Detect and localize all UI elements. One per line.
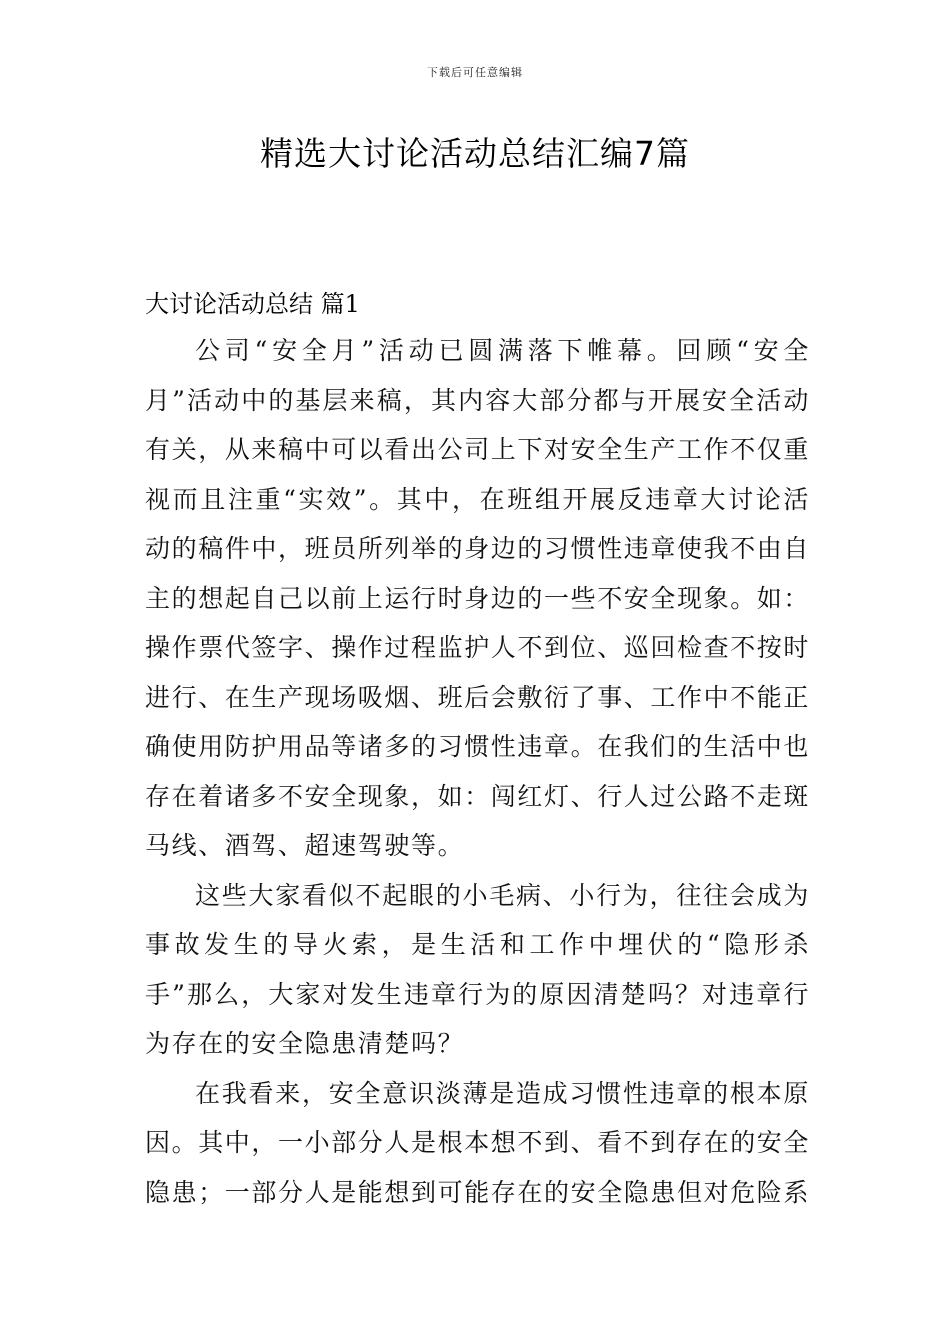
document-body xyxy=(145,326,810,1217)
section-heading: 大讨论活动总结 篇1 xyxy=(145,290,360,318)
paragraph-1: 公司“安全月”活动已圆满落下帷幕。回顾“安全月”活动中的基层来稿，其内容大部分都与开展安全活动有关，从来稿中可以看出公司上下对安全生产工作不仅重视而且注重“实效”。其中，在班组开展反违章大讨论活动的稿件中，班员所列举的身边的习惯性违章使我不由自主的想起自己以前上运行时身边的一些不安全现象。如：操作票代签字、操作过程监护人不到位、巡回检查不按时进行、在生产现场吸烟、班后会敷衍了事、工作中不能正确使用防护用品等诸多的习惯性违章。在我们的生活中也存在着诸多不安全现象，如：闯红灯、行人过公路不走斑马线、酒驾、超速驾驶等。 xyxy=(145,336,811,860)
header-note: 下载后可任意编辑 xyxy=(427,66,523,79)
document-title: 精选大讨论活动总结汇编7篇 xyxy=(260,134,690,173)
paragraph-2: 这些大家看似不起眼的小毛病、小行为，往往会成为事故发生的导火索，是生活和工作中埋伏的“隐形杀手”那么，大家对发生违章行为的原因清楚吗？对违章行为存在的安全隐患清楚吗？ xyxy=(145,880,810,1058)
paragraph-3: 在我看来，安全意识淡薄是造成习惯性违章的根本原因。其中，一小部分人是根本想不到、看不到存在的安全隐患；一部分人是能想到可能存在的安全隐患但对危险系 xyxy=(145,1078,811,1207)
